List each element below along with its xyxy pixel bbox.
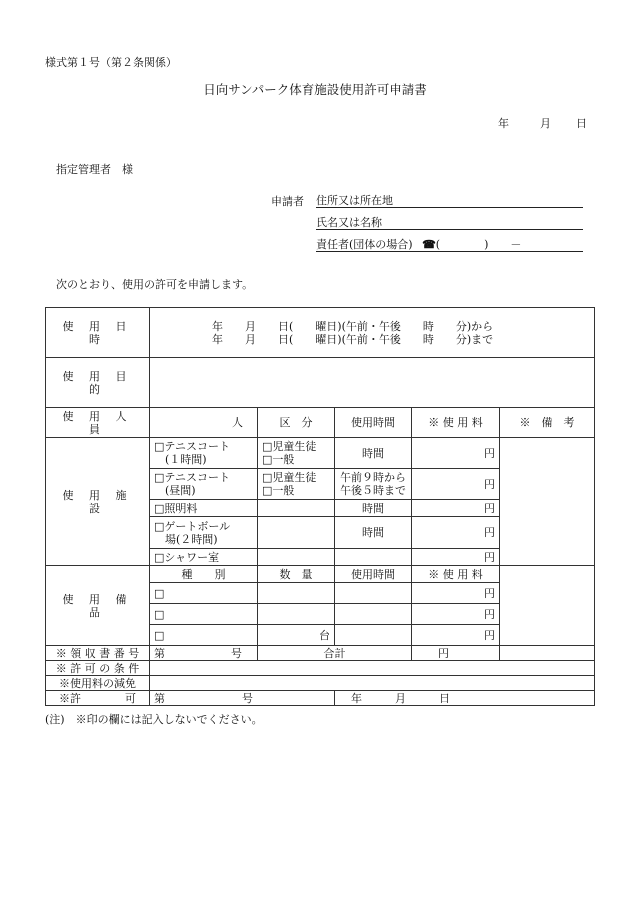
equipment-kind-checkbox[interactable]: □ (150, 604, 258, 625)
facility-fee: 円 (412, 469, 500, 500)
addressee: 指定管理者 様 (56, 163, 133, 176)
facility-hours[interactable]: 時間 (335, 438, 412, 469)
total-blank (500, 646, 595, 661)
conditions-label: ※ 許 可 の 条 件 (46, 661, 150, 676)
equipment-kind-checkbox[interactable]: □ (150, 583, 258, 604)
application-date (498, 115, 587, 131)
receipt-row (46, 646, 595, 661)
facility-name[interactable]: □照明料 (150, 500, 258, 517)
equipment-label: 使 用 備 品 (46, 566, 150, 646)
permit-row (46, 691, 595, 706)
application-form-table (45, 307, 595, 706)
equipment-qty-header: 数 量 (258, 566, 335, 583)
facility-category[interactable]: □児童生徒 □一般 (258, 438, 335, 469)
equipment-fee: 円 (412, 604, 500, 625)
datetime-to: 年 月 日( 曜日)(午前・午後 時 分)まで (212, 332, 494, 346)
equipment-fee-header: ※ 使 用 料 (412, 566, 500, 583)
equipment-remarks-field (500, 566, 595, 646)
facility-fee: 円 (412, 549, 500, 566)
remarks-header: ※ 備 考 (500, 408, 595, 438)
purpose-field[interactable] (150, 358, 595, 408)
document-title: 日向サンパーク体育施設使用許可申請書 (203, 82, 427, 97)
date-month: 月 (540, 117, 551, 130)
reduction-row (46, 676, 595, 691)
equipment-hours[interactable] (335, 604, 412, 625)
date-day: 日 (576, 117, 587, 130)
applicant-label: 申請者 (271, 195, 304, 208)
category-header: 区 分 (258, 408, 335, 438)
equipment-qty[interactable] (258, 583, 335, 604)
receipt-number: 第 号 (150, 646, 258, 661)
facility-category[interactable]: □児童生徒 □一般 (258, 469, 335, 500)
equipment-fee: 円 (412, 583, 500, 604)
purpose-label: 使 用 目 的 (46, 358, 150, 408)
receipt-label: ※ 領 収 書 番 号 (46, 646, 150, 661)
total-label: 合計 (258, 646, 412, 661)
facility-hours: 午前９時から 午後５時まで (335, 469, 412, 500)
conditions-row (46, 661, 595, 676)
permit-number: 第 号 (150, 691, 335, 706)
facility-fee: 円 (412, 517, 500, 549)
applicant-address-field[interactable] (316, 192, 583, 208)
equipment-kind-header: 種 別 (150, 566, 258, 583)
permit-label: ※許 可 (46, 691, 150, 706)
facility-category (258, 500, 335, 517)
facility-name[interactable]: □テニスコート (昼間) (150, 469, 258, 500)
conditions-field (150, 661, 595, 676)
phone-field: ( ) － (435, 238, 522, 251)
facility-fee: 円 (412, 500, 500, 517)
equipment-kind-checkbox[interactable]: □ (150, 625, 258, 646)
equipment-header-row (46, 566, 595, 583)
phone-icon: ☎ (422, 238, 436, 251)
facility-hours (335, 549, 412, 566)
total-unit: 円 (412, 646, 500, 661)
datetime-from: 年 月 日( 曜日)(午前・午後 時 分)から (212, 319, 494, 333)
hours-header: 使用時間 (335, 408, 412, 438)
equipment-qty[interactable] (258, 604, 335, 625)
form-number-label: 様式第１号（第２条関係） (45, 56, 177, 69)
applicant-contact-field[interactable] (316, 236, 583, 252)
footnote: (注) ※印の欄には記入しないでください。 (45, 713, 263, 726)
purpose-row (46, 358, 595, 408)
intro-text: 次のとおり、使用の許可を申請します。 (56, 278, 254, 291)
applicant-name-field[interactable] (316, 214, 583, 230)
facility-name[interactable]: □ゲートボール 場(２時間) (150, 517, 258, 549)
persons-row (46, 408, 595, 438)
facilities-label: 使 用 施 設 (46, 438, 150, 566)
equipment-fee: 円 (412, 625, 500, 646)
reduction-label: ※使用料の減免 (46, 676, 150, 691)
persons-unit[interactable]: 人 (150, 408, 258, 438)
facility-category (258, 549, 335, 566)
facility-category (258, 517, 335, 549)
date-year: 年 (498, 117, 509, 130)
facility-hours[interactable]: 時間 (335, 517, 412, 549)
facility-fee: 円 (412, 438, 500, 469)
equipment-hours[interactable] (335, 583, 412, 604)
persons-label: 使 用 人 員 (46, 408, 150, 438)
equipment-hours[interactable] (335, 625, 412, 646)
facility-name[interactable]: □テニスコート (１時間) (150, 438, 258, 469)
reduction-field (150, 676, 595, 691)
permit-date: 年 月 日 (335, 691, 595, 706)
facility-row (46, 438, 595, 469)
contact-label: 責任者(団体の場合) (316, 238, 413, 251)
datetime-label: 使 用 日 時 (46, 308, 150, 358)
datetime-field[interactable] (150, 308, 595, 358)
address-label: 住所又は所在地 (316, 194, 393, 207)
fee-header: ※ 使 用 料 (412, 408, 500, 438)
remarks-field (500, 438, 595, 566)
datetime-row (46, 308, 595, 358)
equipment-qty[interactable]: 台 (258, 625, 335, 646)
name-label: 氏名又は名称 (316, 216, 382, 229)
facility-name[interactable]: □シャワー室 (150, 549, 258, 566)
facility-hours[interactable]: 時間 (335, 500, 412, 517)
equipment-hours-header: 使用時間 (335, 566, 412, 583)
